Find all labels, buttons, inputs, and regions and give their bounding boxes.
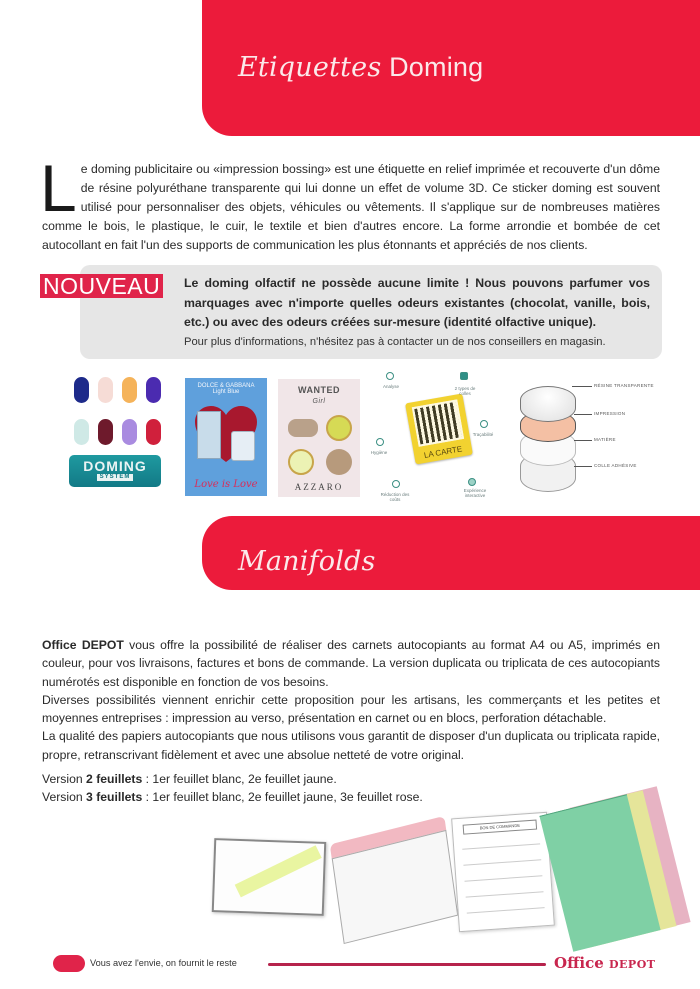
leader-line: [574, 440, 592, 441]
doming-layers-diagram: [512, 380, 682, 500]
title-script: Manifolds: [238, 546, 376, 577]
nail-swatch: [74, 377, 89, 403]
header-banner-etiquettes: [202, 0, 700, 136]
title-plain: Doming: [389, 52, 484, 82]
layer-label: COLLE ADHÉSIVE: [594, 463, 637, 468]
perfume-bottle: [231, 431, 255, 461]
sticker-badge: [326, 449, 352, 475]
doming-system-tag: DOMING SYSTEM: [69, 455, 161, 487]
qr-item-label: 2 types de colles: [454, 386, 476, 396]
dolce-gabbana-sticker-image: [185, 378, 267, 496]
nouveau-contact-note: Pour plus d'informations, n'hésitez pas à contacter un de nos conseillers en magasin.: [184, 336, 606, 348]
title-script: Etiquettes: [238, 52, 382, 83]
section-title-manifolds: [238, 546, 376, 577]
paragraph: Diverses possibilités viennent enrichir cette proposition pour les artisans, les commerçants et les petites et moyennes entreprises : impression au verso, présentation en carnet ou en blocs, perforation détachable.: [42, 692, 660, 726]
sticker-badge: [326, 415, 352, 441]
drop-cap: L: [40, 151, 77, 225]
carbonless-pad: [330, 816, 458, 944]
qr-card: [405, 393, 473, 464]
magnifier-icon: [386, 372, 394, 380]
version-item: Version 2 feuillets : 1er feuillet blanc, 2e feuillet jaune.: [42, 772, 337, 786]
qr-item-label: Hygiène: [370, 450, 388, 455]
nouveau-badge: NOUVEAU: [40, 274, 163, 298]
section-title-etiquettes: [238, 52, 483, 83]
layer-label: RÉSINE TRANSPARENTE: [594, 383, 654, 388]
layer-label: IMPRESSION: [594, 411, 626, 416]
order-form: BON DE COMMANDE: [451, 812, 555, 932]
qr-item-label: Réduction des coûts: [380, 492, 410, 502]
nail-stickers-image: [66, 375, 166, 495]
nail-swatch: [122, 377, 137, 403]
leader-line: [572, 386, 592, 387]
azzaro-brand: AZZARO: [294, 482, 344, 492]
layer-label: MATIÈRE: [594, 437, 616, 442]
office-depot-logo: Office DEPOT: [554, 954, 656, 972]
dg-slogan: Love is Love: [194, 479, 258, 490]
leader-line: [574, 414, 592, 415]
multi-part-sheets: [545, 795, 675, 945]
nail-swatch: [146, 419, 161, 445]
sticker-badge: [288, 449, 314, 475]
paragraph: Office DEPOT vous offre la possibilité de réaliser des carnets autocopiants au format A4 ou A5, imprimés en couleur, pour vos livraisons, factures et bons de commande. La version duplicata ou triplicata de ces autocopiants numérotés est disponible en fonction de vos besoins.: [42, 638, 660, 689]
footer-pill: [53, 955, 85, 972]
nail-swatch: [74, 419, 89, 445]
sticker-badge: [288, 419, 318, 437]
qr-item-label: Traçabilité: [472, 432, 494, 437]
cost-reduction-icon: [392, 480, 400, 488]
bottle-icon: [460, 372, 468, 380]
azzaro-sticker-image: [278, 379, 360, 497]
qr-code-icon: [412, 399, 464, 446]
qr-card-label: LA CARTE: [423, 444, 463, 460]
hygiene-hand-icon: [376, 438, 384, 446]
qr-item-label: Expérience interactive: [463, 488, 487, 498]
nail-swatch: [98, 419, 113, 445]
footer-divider: [268, 963, 546, 966]
qr-item-label: Analyse: [382, 384, 399, 389]
header-banner-manifolds: [202, 516, 700, 590]
dg-brand: DOLCE & GABBANA Light Blue: [197, 383, 255, 395]
qr-card-diagram: [368, 370, 498, 504]
nail-swatch: [122, 419, 137, 445]
form-sheet: [212, 838, 327, 916]
azzaro-title: WANTED Girl: [298, 385, 340, 405]
perfume-bottle: [197, 411, 221, 459]
intro-text: e doming publicitaire ou «impression bossing» est une étiquette en relief imprimée et recouverte d'un dôme de résine polyuréthane transparente qui lui donne un effet de volume 3D. Ce sticker doming est souvent utilisé pour personnaliser des objets, véhicules ou vêtements. Il s'applique sur de nombreuses matières comme le bois, le plastique, le cuir, le textile et bien d'autres encore. La forme arrondie et bombée de cet autocollant en fait l'un des supports de communication les plus étonnants et appréciés de nos clients.: [42, 162, 660, 252]
footer-tagline: Vous avez l'envie, on fournit le reste: [90, 958, 237, 968]
layer-resin: [520, 386, 576, 422]
nail-swatch: [146, 377, 161, 403]
intro-paragraph: [40, 151, 660, 255]
location-pin-icon: [480, 420, 488, 428]
manifolds-description: [42, 636, 660, 764]
nail-swatch: [98, 377, 113, 403]
interactive-icon: [468, 478, 476, 486]
leader-line: [574, 466, 592, 467]
version-item: Version 3 feuillets : 1er feuillet blanc, 2e feuillet jaune, 3e feuillet rose.: [42, 790, 423, 805]
paragraph: La qualité des papiers autocopiants que nous utilisons vous garantit de disposer d'un duplicata ou triplicata rapide, propre, retranscrivant fidèlement et avec une absolue netteté de votre original.: [42, 729, 660, 762]
nouveau-text: Le doming olfactif ne possède aucune limite ! Nous pouvons parfumer vos marquages avec n'importe quelles odeurs existantes (chocolat, vanille, bois, etc.) ou avec des odeurs créées sur-mesure (identité olfactive unique).: [184, 276, 650, 329]
manifold-forms-image: [205, 790, 695, 940]
